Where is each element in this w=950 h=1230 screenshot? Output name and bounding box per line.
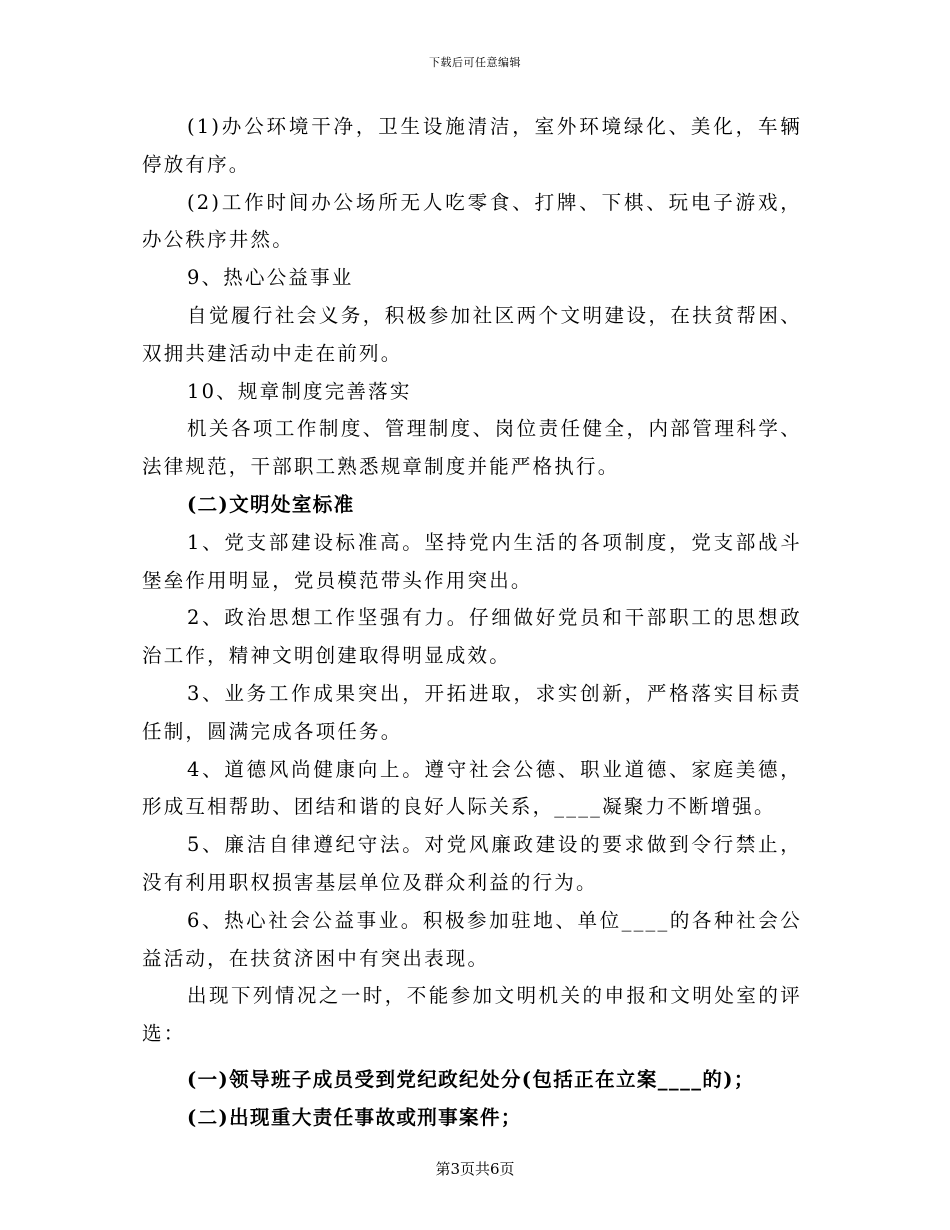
paragraph-management-systems: 机关各项工作制度、管理制度、岗位责任健全，内部管理科学、法律规范，干部职工熟悉规章制度并能严格执行。 bbox=[142, 417, 802, 479]
paragraph-social-obligations: 自觉履行社会义务，积极参加社区两个文明建设，在扶贫帮困、双拥共建活动中走在前列。 bbox=[142, 303, 802, 365]
paragraph-party-branch: 1、党支部建设标准高。坚持党内生活的各项制度，党支部战斗堡垒作用明显，党员模范带头作用突出。 bbox=[142, 530, 802, 592]
section-heading-civilized-office: (二)文明处室标准 bbox=[187, 492, 355, 516]
paragraph-business-results: 3、业务工作成果突出，开拓进取，求实创新，严格落实目标责任制，圆满完成各项任务。 bbox=[142, 681, 802, 743]
paragraph-integrity: 5、廉洁自律遵纪守法。对党风廉政建设的要求做到令行禁止，没有利用职权损害基层单位及群众利益的行为。 bbox=[142, 833, 802, 894]
paragraph-heading-public-welfare: 9、热心公益事业 bbox=[187, 266, 354, 290]
paragraph-disqualification-intro: 出现下列情况之一时，不能参加文明机关的申报和文明处室的评选： bbox=[142, 984, 802, 1046]
paragraph-office-environment: (1)办公环境干净，卫生设施清洁，室外环境绿化、美化，车辆停放有序。 bbox=[142, 115, 802, 176]
paragraph-political-work: 2、政治思想工作坚强有力。仔细做好党员和干部职工的思想政治工作，精神文明创建取得明显成效。 bbox=[142, 606, 802, 668]
paragraph-heading-regulations: 10、规章制度完善落实 bbox=[187, 379, 412, 403]
spacer bbox=[142, 1053, 802, 1061]
list-item-disciplinary-action: (一)领导班子成员受到党纪政纪处分(包括正在立案____的)； bbox=[187, 1067, 755, 1091]
page-header: 下载后可任意编辑 bbox=[429, 56, 521, 69]
list-item-major-accident: (二)出现重大责任事故或刑事案件； bbox=[187, 1105, 522, 1129]
paragraph-work-order: (2)工作时间办公场所无人吃零食、打牌、下棋、玩电子游戏，办公秩序井然。 bbox=[142, 190, 802, 252]
paragraph-moral-conduct: 4、道德风尚健康向上。遵守社会公德、职业道德、家庭美德，形成互相帮助、团结和谐的良好人际关系，____凝聚力不断增强。 bbox=[142, 757, 802, 819]
document-body bbox=[142, 108, 802, 1137]
paragraph-public-activities: 6、热心社会公益事业。积极参加驻地、单位____的各种社会公益活动，在扶贫济困中有突出表现。 bbox=[142, 908, 802, 970]
page-footer: 第3页共6页 bbox=[435, 1160, 515, 1178]
